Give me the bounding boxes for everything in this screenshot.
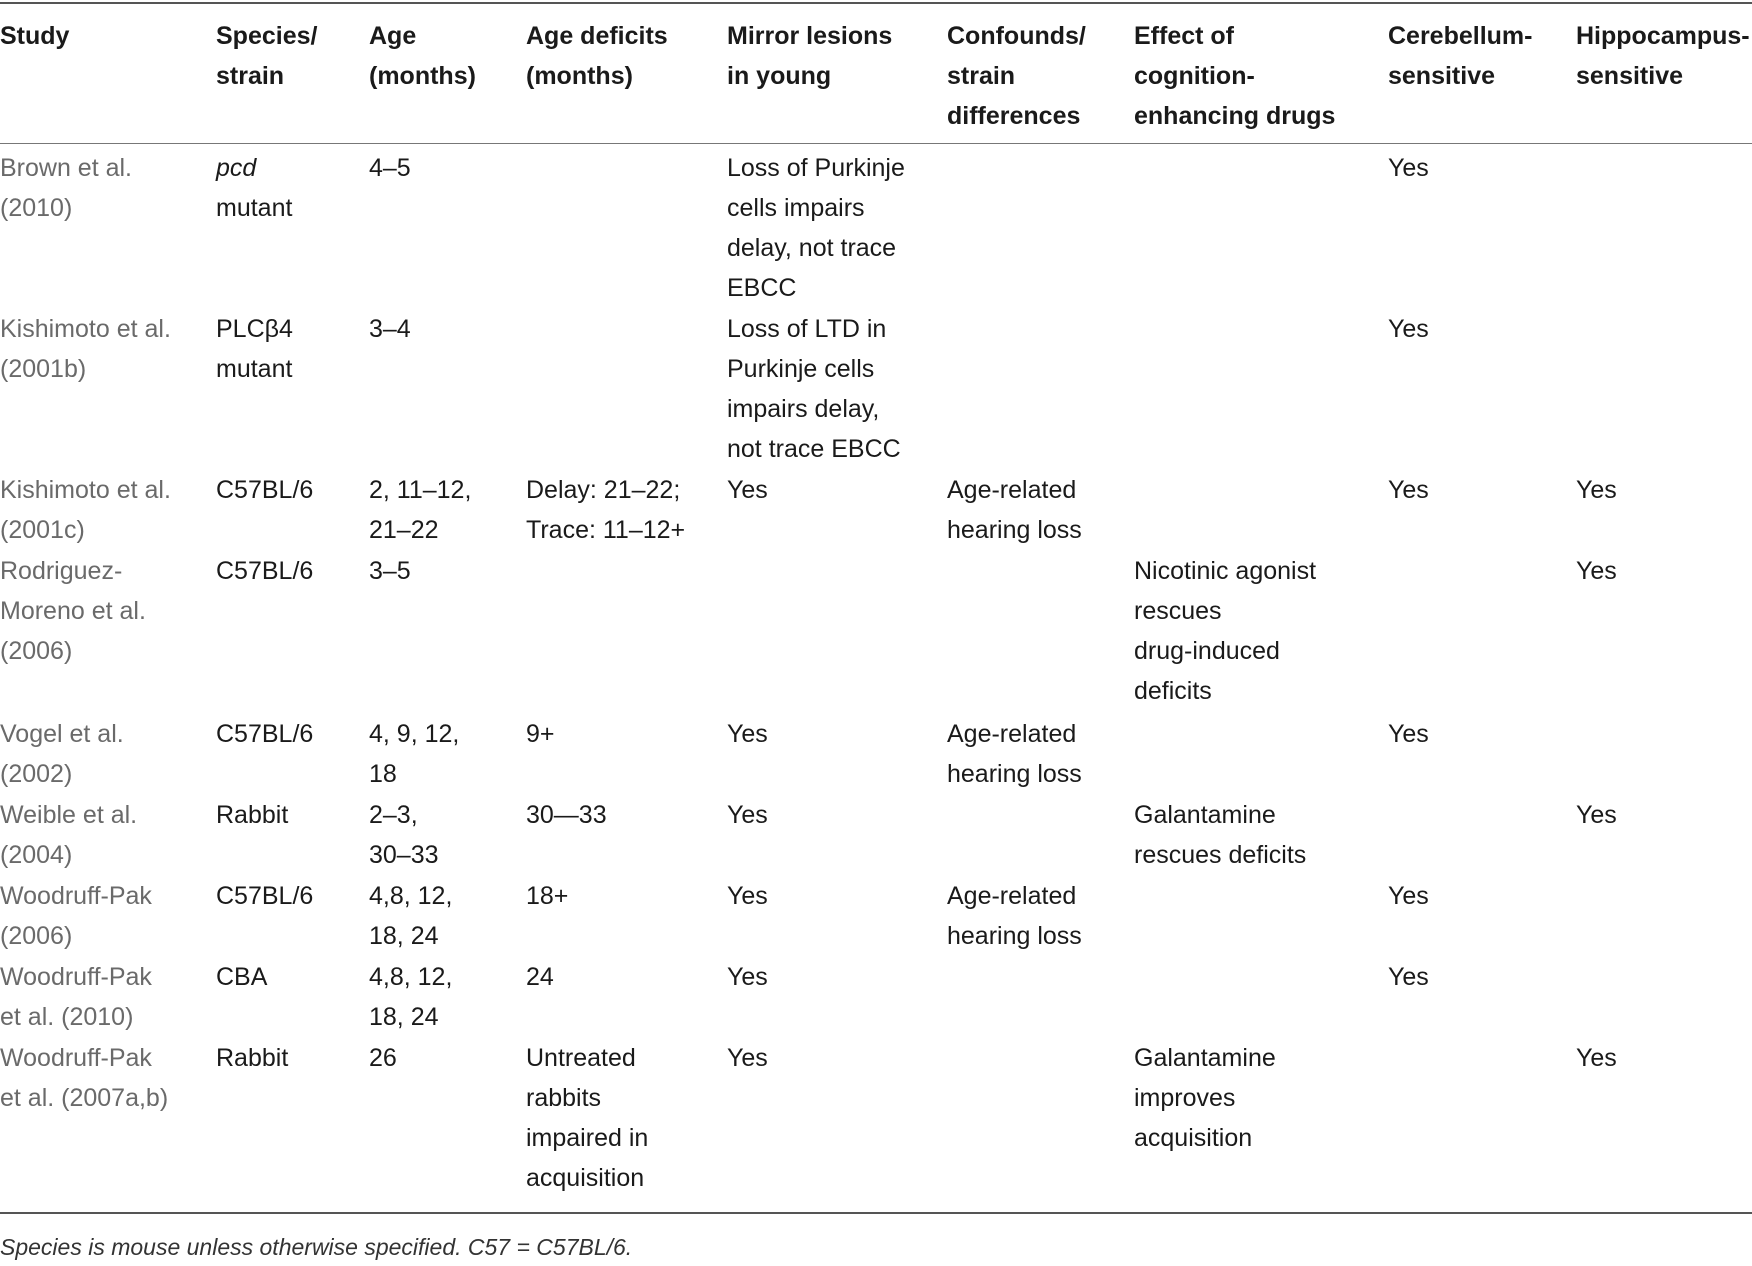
cell-age-deficits: 18+	[526, 882, 569, 910]
cell-cerebellum: Yes	[1388, 720, 1429, 748]
cell-age: 4,8, 12, 18, 24	[369, 882, 453, 950]
cell-species: Rabbit	[216, 801, 289, 829]
table-footnote: Species is mouse unless otherwise specified. C57 = C57BL/6.	[0, 1234, 633, 1260]
cell-confounds: Age-related hearing loss	[947, 882, 1082, 950]
cell-study: Vogel et al. (2002)	[0, 720, 124, 788]
cell-study: Woodruff-Pak et al. (2010)	[0, 963, 152, 1031]
cell-age-deficits: 9+	[526, 720, 555, 748]
cell-mirror: Yes	[727, 963, 768, 991]
cell-mirror: Loss of Purkinje cells impairs delay, not trace EBCC	[727, 154, 905, 302]
table-bottom-rule	[0, 1212, 1752, 1214]
header-species: Species/ strain	[216, 22, 318, 90]
cell-hippocampus: Yes	[1576, 1044, 1617, 1072]
cell-mirror: Loss of LTD in Purkinje cells impairs delay, not trace EBCC	[727, 315, 901, 463]
cell-mirror: Yes	[727, 476, 768, 504]
cell-cerebellum: Yes	[1388, 315, 1429, 343]
header-rule	[0, 143, 1752, 144]
cell-hippocampus: Yes	[1576, 801, 1617, 829]
cell-cerebellum: Yes	[1388, 882, 1429, 910]
header-hippocampus: Hippocampus- sensitive	[1576, 22, 1750, 90]
cell-hippocampus: Yes	[1576, 557, 1617, 585]
cell-study: Rodriguez- Moreno et al. (2006)	[0, 557, 146, 665]
cell-age-deficits: 30—33	[526, 801, 607, 829]
cell-age: 3–5	[369, 557, 411, 585]
cell-study: Kishimoto et al. (2001b)	[0, 315, 171, 383]
cell-mirror: Yes	[727, 801, 768, 829]
cell-mirror: Yes	[727, 882, 768, 910]
cell-age: 4–5	[369, 154, 411, 182]
cell-age: 4, 9, 12, 18	[369, 720, 460, 788]
cell-species	[216, 148, 292, 228]
cell-cerebellum: Yes	[1388, 154, 1429, 182]
header-cerebellum: Cerebellum- sensitive	[1388, 22, 1533, 90]
header-study: Study	[0, 22, 70, 50]
cell-confounds: Age-related hearing loss	[947, 476, 1082, 544]
cell-hippocampus: Yes	[1576, 476, 1617, 504]
cell-study: Kishimoto et al. (2001c)	[0, 476, 171, 544]
cell-species: Rabbit	[216, 1044, 289, 1072]
cell-study: Brown et al. (2010)	[0, 154, 133, 222]
cell-species: C57BL/6	[216, 720, 314, 748]
header-age: Age (months)	[369, 22, 476, 90]
cell-species: C57BL/6	[216, 476, 314, 504]
cell-age-deficits: 24	[526, 963, 554, 991]
cell-study: Woodruff-Pak (2006)	[0, 882, 152, 950]
cell-species: C57BL/6	[216, 882, 314, 910]
cell-age: 4,8, 12, 18, 24	[369, 963, 453, 1031]
cell-study: Woodruff-Pak et al. (2007a,b)	[0, 1044, 169, 1112]
header-mirror-lesions: Mirror lesions in young	[727, 22, 893, 90]
cell-age: 26	[369, 1044, 397, 1072]
cell-drugs: Galantamine improves acquisition	[1134, 1044, 1276, 1152]
cell-species: PLCβ4 mutant	[216, 315, 293, 383]
cell-age: 2, 11–12, 21–22	[369, 476, 472, 544]
cell-species-italic: pcd	[216, 154, 257, 182]
cell-study: Weible et al. (2004)	[0, 801, 138, 869]
cell-species: CBA	[216, 963, 268, 991]
cell-confounds: Age-related hearing loss	[947, 720, 1082, 788]
cell-cerebellum: Yes	[1388, 476, 1429, 504]
cell-drugs: Nicotinic agonist rescues drug-induced deficits	[1134, 557, 1317, 705]
header-drug-effect: Effect of cognition- enhancing drugs	[1134, 22, 1336, 130]
cell-cerebellum: Yes	[1388, 963, 1429, 991]
cell-age-deficits: Delay: 21–22; Trace: 11–12+	[526, 476, 686, 544]
cell-species: C57BL/6	[216, 557, 314, 585]
table-top-rule	[0, 2, 1752, 4]
cell-age: 3–4	[369, 315, 411, 343]
cell-age: 2–3, 30–33	[369, 801, 439, 869]
cell-species-text: mutant	[216, 194, 293, 222]
header-age-deficits: Age deficits (months)	[526, 22, 668, 90]
cell-age-deficits: Untreated rabbits impaired in acquisition	[526, 1044, 649, 1192]
cell-drugs: Galantamine rescues deficits	[1134, 801, 1307, 869]
cell-mirror: Yes	[727, 720, 768, 748]
cell-mirror: Yes	[727, 1044, 768, 1072]
header-confounds: Confounds/ strain differences	[947, 22, 1086, 130]
